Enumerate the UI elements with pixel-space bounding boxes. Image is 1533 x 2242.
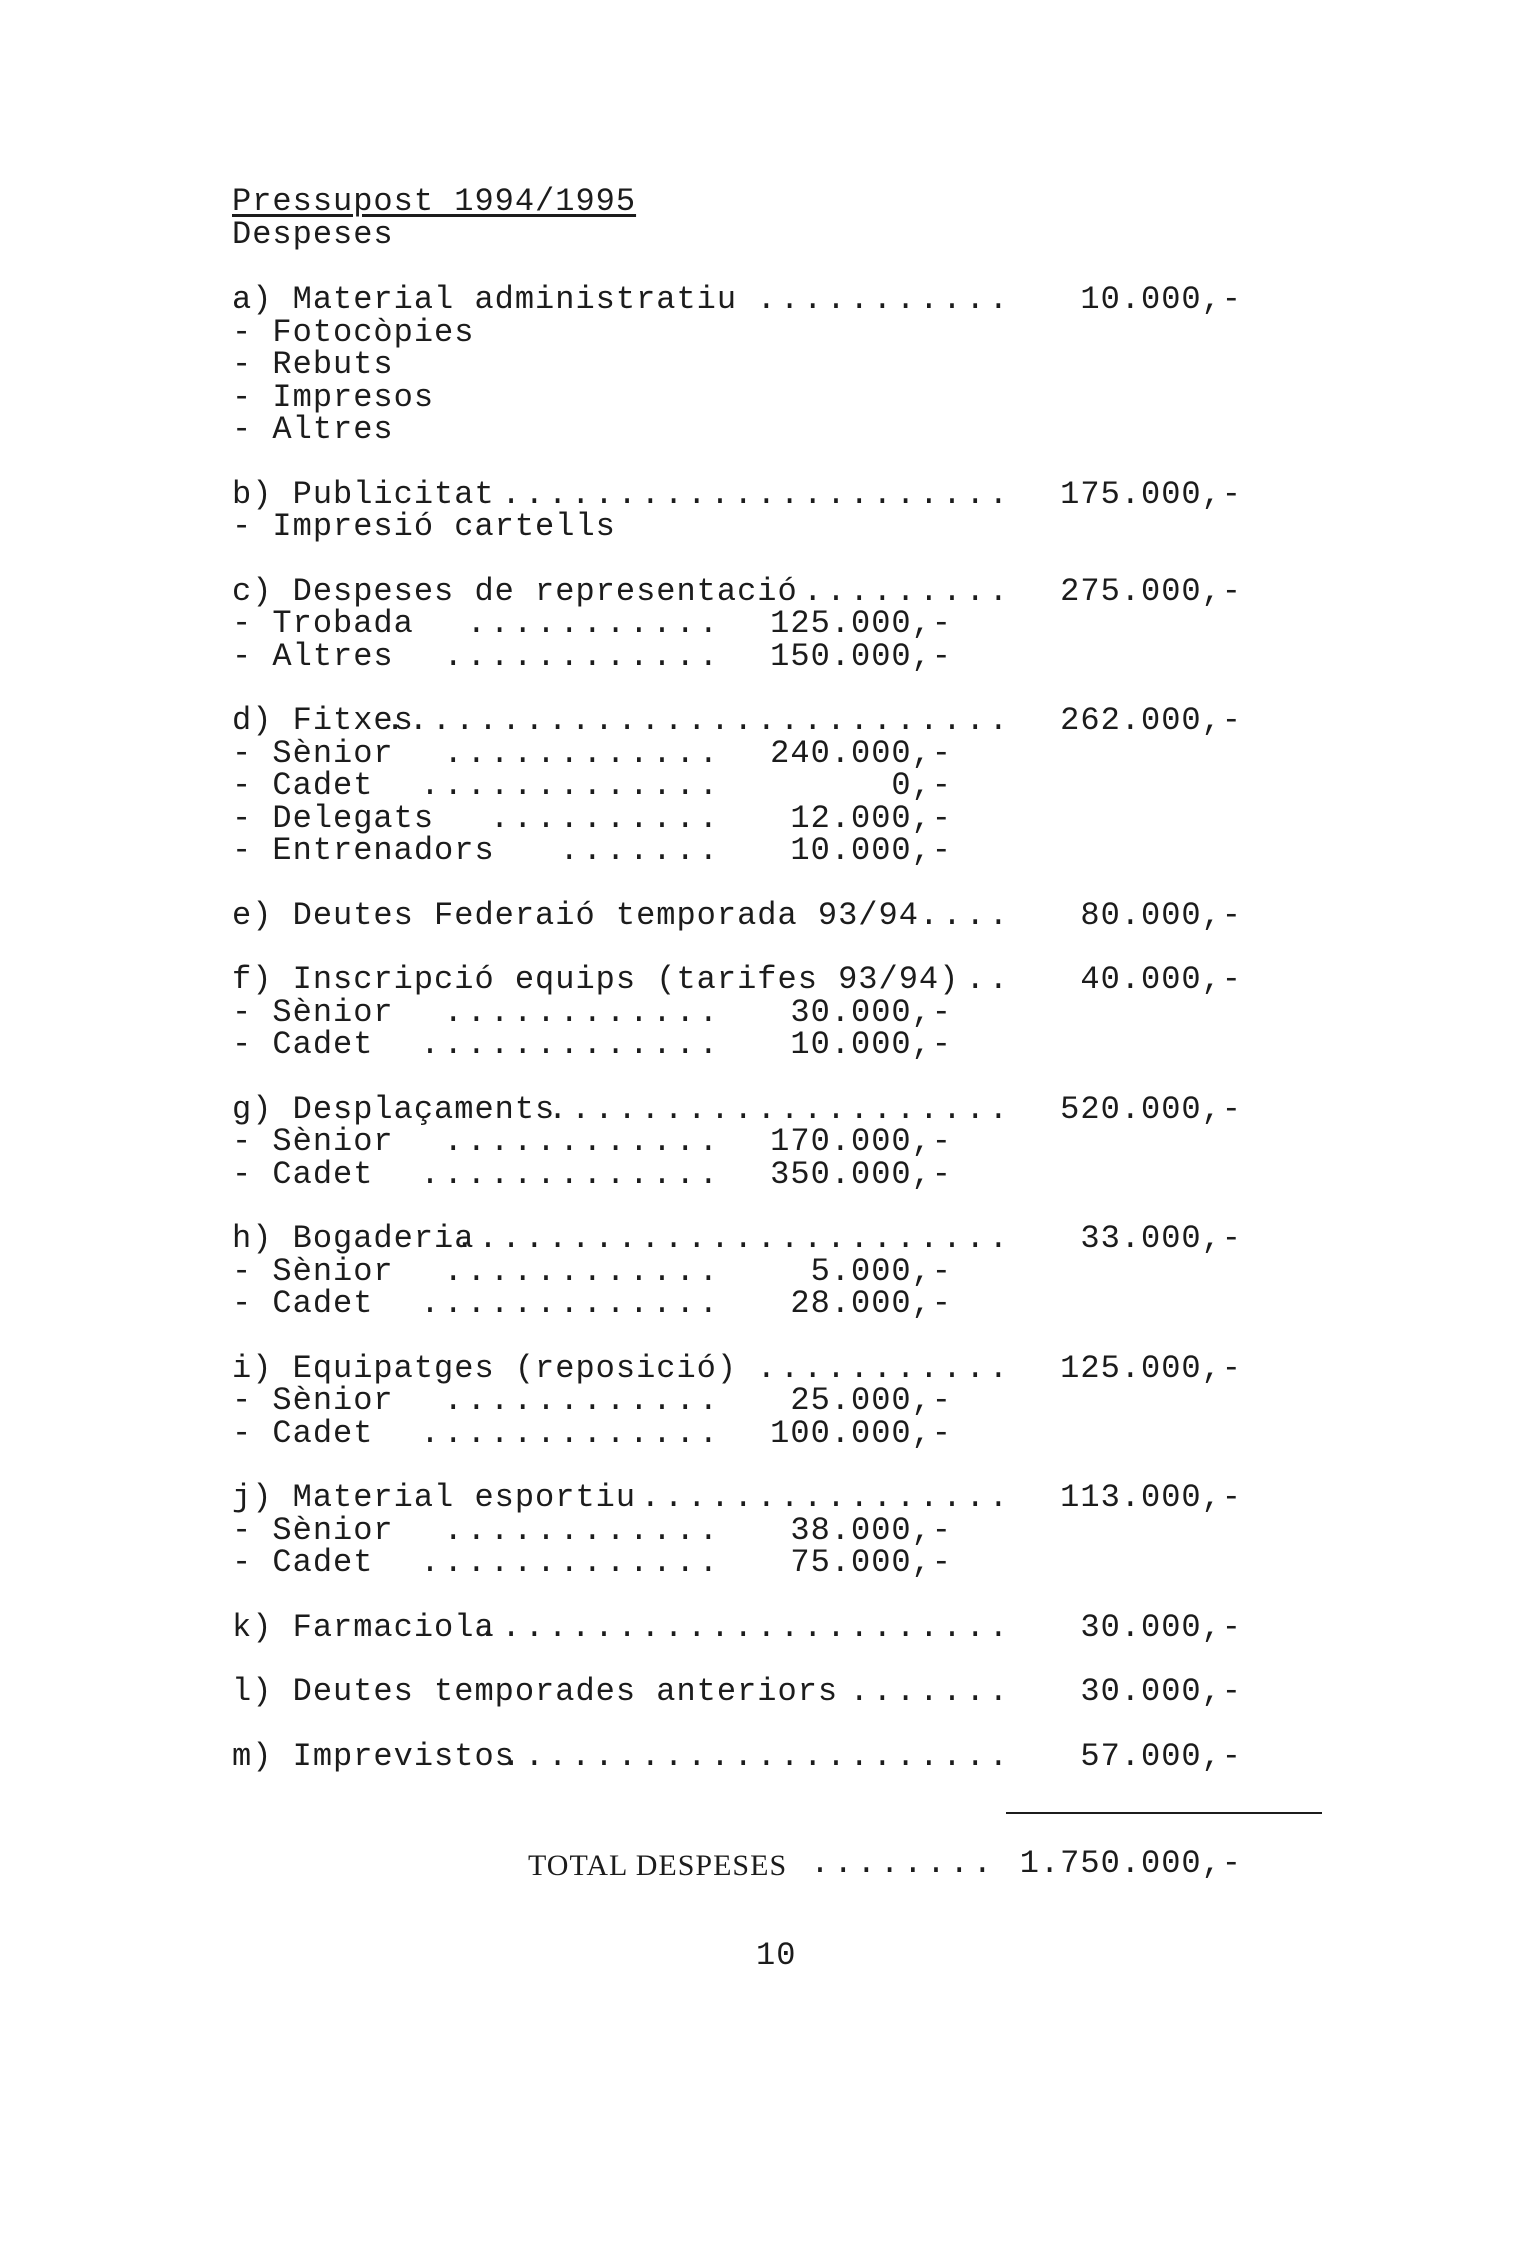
expense-item-label: b) Publicitat	[232, 475, 495, 513]
expense-subitem-amount: 5.000,-	[810, 1252, 952, 1290]
expense-item	[232, 1608, 1242, 1646]
expense-subitem-dots: .......	[559, 832, 722, 869]
expense-subitem-amount: 25.000,-	[790, 1382, 952, 1419]
expense-item-dots: ........................	[455, 1220, 1012, 1257]
expense-subitem-amount: 38.000,-	[790, 1511, 952, 1549]
expense-item	[232, 1090, 1242, 1128]
expense-item-amount: 57.000,-	[1080, 1737, 1242, 1775]
expense-item-label: d) Fitxes	[232, 702, 414, 739]
expense-subitem	[232, 767, 952, 804]
expense-subitem-amount: 240.000,-	[770, 734, 952, 772]
expense-item	[232, 1220, 1242, 1257]
expense-item-amount: 262.000,-	[1060, 702, 1242, 739]
document-title: Pressupost 1994/1995	[232, 183, 637, 220]
expense-subitem	[232, 605, 952, 642]
expense-subitem-amount: 150.000,-	[770, 637, 952, 675]
expense-detail: - Rebuts	[232, 346, 394, 383]
expense-subitem-dots: ............	[443, 993, 722, 1031]
expense-subitem-label: - Sènior	[232, 734, 394, 772]
expense-item-dots: ...........	[756, 281, 1012, 318]
expense-item-label: m) Imprevistos	[232, 1737, 515, 1775]
expense-item-amount: 520.000,-	[1060, 1090, 1242, 1128]
expense-item-amount: 33.000,-	[1080, 1220, 1242, 1257]
expense-subitem-label: - Sènior	[232, 1252, 394, 1290]
expense-item-amount: 30.000,-	[1080, 1608, 1242, 1646]
expense-subitem-label: - Cadet	[232, 767, 374, 804]
expense-item-dots: ..	[965, 961, 1012, 998]
expense-subitem	[232, 1544, 952, 1581]
expense-item-label: g) Desplaçaments	[232, 1090, 556, 1128]
expense-subitem-amount: 10.000,-	[790, 1026, 952, 1063]
expense-subitem	[232, 1155, 952, 1193]
expense-item-label: a) Material administratiu	[232, 281, 738, 318]
expense-subitem-dots: .............	[420, 1155, 722, 1193]
expense-subitem-dots: ..........	[489, 799, 722, 837]
expense-item-amount: 30.000,-	[1080, 1673, 1242, 1710]
expense-subitem-amount: 350.000,-	[770, 1155, 952, 1193]
expense-subitem	[232, 1285, 952, 1322]
total-amount: 1.750.000,-	[1019, 1845, 1242, 1882]
expense-subitem-label: - Cadet	[232, 1285, 374, 1322]
expense-item-label: k) Farmaciola	[232, 1608, 495, 1646]
expense-subitem	[232, 1382, 952, 1419]
page-number: 10	[756, 1937, 797, 1974]
expense-item	[232, 961, 1242, 998]
expense-item-label: c) Despeses de representació	[232, 572, 798, 610]
expense-subitem-amount: 170.000,-	[770, 1123, 952, 1160]
expense-subitem-label: - Trobada	[232, 605, 414, 642]
expense-item-dots: ...........................	[385, 702, 1012, 739]
total-dots: ........	[810, 1845, 996, 1882]
expense-subitem-amount: 12.000,-	[790, 799, 952, 837]
expense-item-label: h) Bogaderia	[232, 1220, 475, 1257]
expense-subitem-dots: .............	[420, 767, 722, 804]
expense-item-label: f) Inscripció equips (tarifes 93/94)	[232, 961, 960, 998]
expense-subitem-label: - Sènior	[232, 1382, 394, 1419]
expense-subitem	[232, 637, 952, 675]
expense-item-label: l) Deutes temporades anteriors	[232, 1673, 839, 1710]
expense-subitem-label: - Cadet	[232, 1544, 374, 1581]
expense-subitem-amount: 75.000,-	[790, 1544, 952, 1581]
expense-item-amount: 175.000,-	[1060, 475, 1242, 513]
expense-item-amount: 10.000,-	[1080, 281, 1242, 318]
expense-item	[232, 281, 1242, 318]
expense-item-label: i) Equipatges (reposició)	[232, 1349, 738, 1387]
expense-item-amount: 113.000,-	[1060, 1479, 1242, 1516]
expense-item-amount: 40.000,-	[1080, 961, 1242, 998]
expense-subitem-label: - Sènior	[232, 1123, 394, 1160]
expense-item	[232, 1673, 1242, 1710]
expense-subitem-dots: ............	[443, 1382, 722, 1419]
expense-subitem	[232, 832, 952, 869]
expense-item-dots: ......................	[501, 1737, 1012, 1775]
expense-subitem-label: - Sènior	[232, 1511, 394, 1549]
expense-item-dots: ................	[640, 1479, 1012, 1516]
expense-subitem-dots: .............	[420, 1544, 722, 1581]
expense-item	[232, 1479, 1242, 1516]
expense-subitem-dots: ............	[443, 1511, 722, 1549]
expense-item-dots: ....	[919, 896, 1012, 934]
expense-item-dots: ...........	[756, 1349, 1012, 1387]
expense-subitem	[232, 734, 952, 772]
expense-subitem-label: - Cadet	[232, 1155, 374, 1193]
expense-subitem-label: - Sènior	[232, 993, 394, 1031]
expense-subitem-label: - Cadet	[232, 1414, 374, 1452]
expense-subitem	[232, 993, 952, 1031]
expense-item-dots: .........	[803, 572, 1012, 610]
expense-subitem-amount: 10.000,-	[790, 832, 952, 869]
document-subtitle: Despeses	[232, 216, 394, 253]
expense-detail: - Fotocòpies	[232, 313, 475, 351]
expense-subitem	[232, 1123, 952, 1160]
total-divider	[1006, 1812, 1322, 1814]
expense-subitem	[232, 799, 952, 837]
expense-subitem-label: - Entrenadors	[232, 832, 495, 869]
expense-item	[232, 572, 1242, 610]
expense-subitem-dots: ............	[443, 637, 722, 675]
expense-item-label: e) Deutes Federaió temporada 93/94	[232, 896, 919, 934]
expense-item-dots: ....................	[547, 1090, 1012, 1128]
expense-item	[232, 1349, 1242, 1387]
expense-subitem-amount: 30.000,-	[790, 993, 952, 1031]
expense-item-dots: ......................	[501, 475, 1012, 513]
expense-subitem	[232, 1026, 952, 1063]
expense-item	[232, 475, 1242, 513]
expense-subitem-label: - Altres	[232, 637, 394, 675]
total-row	[528, 1845, 1242, 1882]
expense-item-amount: 125.000,-	[1060, 1349, 1242, 1387]
expense-subitem-amount: 28.000,-	[790, 1285, 952, 1322]
expense-subitem-dots: ............	[443, 1252, 722, 1290]
expense-item-amount: 80.000,-	[1080, 896, 1242, 934]
expense-subitem-dots: .............	[420, 1414, 722, 1452]
expense-subitem-amount: 0,-	[891, 767, 952, 804]
expense-subitem-dots: ...........	[466, 605, 722, 642]
expense-detail: - Impresos	[232, 378, 435, 416]
expense-subitem-dots: .............	[420, 1285, 722, 1322]
expense-item	[232, 896, 1242, 934]
expense-subitem-dots: ............	[443, 1123, 722, 1160]
expense-subitem-dots: .............	[420, 1026, 722, 1063]
expense-detail: - Impresió cartells	[232, 508, 616, 545]
expense-subitem-amount: 100.000,-	[770, 1414, 952, 1452]
expense-subitem	[232, 1511, 952, 1549]
total-label: TOTAL DESPESES	[528, 1849, 788, 1882]
expense-item-label: j) Material esportiu	[232, 1479, 637, 1516]
expense-detail: - Altres	[232, 411, 394, 448]
expense-subitem	[232, 1252, 952, 1290]
expense-subitem-label: - Delegats	[232, 799, 435, 837]
expense-item	[232, 702, 1242, 739]
expense-subitem-dots: ............	[443, 734, 722, 772]
expense-item-dots: .......................	[478, 1608, 1012, 1646]
expense-item-amount: 275.000,-	[1060, 572, 1242, 610]
expense-subitem-label: - Cadet	[232, 1026, 374, 1063]
expense-item	[232, 1737, 1242, 1775]
expense-item-dots: .......	[849, 1673, 1012, 1710]
expense-subitem-amount: 125.000,-	[770, 605, 952, 642]
expense-subitem	[232, 1414, 952, 1452]
